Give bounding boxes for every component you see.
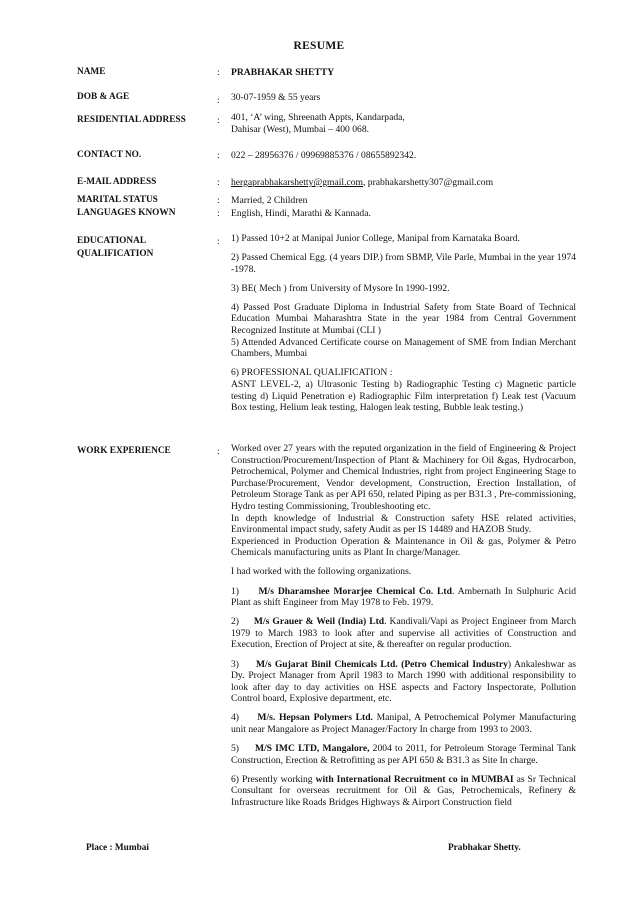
work-summary: Worked over 27 years with the reputed organization in the field of Engineering & Project Construction/Procurement/Inspection of Plant & Machinery for Oil &gas, Hydrocarbon, Petrochemical, Polymer and Chemical Industries, right from project Engineering Stage to Purchase/Procurement, Vendor development, Construction, Erection Installation, of Petroleum Storage Tank as per API 650, related Piping as per B31.3 , Pre-commissioning, Hydro testing Commissioning, Troubleshooting etc. [231,443,576,512]
org-description: . Kandivali/Vapi as Project Engineer from March 1979 to March 1983 to look after and supervise all activities of Construction and Execution, Erection of Project at site, & thereafter on regular production. [231,616,576,651]
colon: : [217,150,220,161]
colon: : [217,236,220,247]
org-description: . Ambernath In Sulphuric Acid Plant as shift Engineer from May 1978 to Feb. 1979. [231,585,577,609]
education-item-1: 1) Passed 10+2 at Manipal Junior College, Manipal from Karnataka Board. [231,233,520,244]
email-link[interactable]: hergaprabhakarshetty@gmail.com [231,177,363,188]
education-item-6-heading: 6) PROFESSIONAL QUALIFICATION : [231,367,393,379]
colon: : [217,115,220,126]
contact-value: 022 – 28956376 / 09969885376 / 08655892342. [231,150,417,161]
org-name: M/s. Hepsan Polymers Ltd. [257,712,373,724]
org-number: 5) [231,743,239,755]
org-description: as Sr Technical Consultant for overseas recruitment for Oil & Gas, Petrochemicals, Refinery & Infrastructure like Roads Bridges Highways & Airport Construction field [231,773,576,808]
email-label: E-MAIL ADDRESS [77,177,157,187]
work-summary-3: Experienced in Production Operation & Maintenance in Oil & gas, Polymer & Petro Chemicals manufacturing units as Plant In charge/Manager. [231,535,576,559]
address-value [231,112,576,135]
education-item-5: 5) Attended Advanced Certificate course on Management of SME from Indian Merchant Chambers, Mumbai [231,336,576,360]
education-item-4: 4) Passed Post Graduate Diploma in Industrial Safety from State Board of Technical Education Mumbai Maharashtra State in the year 1984 from Central Government Recognized Institute at Mumbai (CLI ) [231,301,576,337]
org-item-6 [231,774,576,809]
org-name: M/s Dharamshee Morarjee Chemical Co. Ltd [258,585,452,597]
org-name: M/s Grauer & Weil (India) Ltd [253,616,385,628]
footer-signature: Prabhakar Shetty. [448,843,521,853]
email-value [231,177,576,189]
org-name: with International Recruitment co in MUMBAI [315,773,514,785]
work-content [231,443,576,816]
education-list [231,233,576,421]
marital-label: MARITAL STATUS [77,195,158,205]
education-item-3: 3) BE( Mech ) from University of Mysore In 1990-1992. [231,282,450,294]
document-title: RESUME [293,40,345,52]
contact-label: CONTACT NO. [77,150,142,160]
work-label: WORK EXPERIENCE [77,446,171,456]
education-item-2: 2) Passed Chemical Egg. (4 years DIP.) from SBMP, Vile Parle, Mumbai in the year 1974 -1978. [231,252,576,275]
languages-label: LANGUAGES KNOWN [77,208,176,218]
address-label: RESIDENTIAL ADDRESS [77,115,186,125]
footer-place: Place : Mumbai [86,843,149,853]
email-secondary: , prabhakarshetty307@gmail.com [363,177,494,188]
education-label [77,235,153,261]
org-item-3 [231,659,576,705]
org-item-2 [231,616,576,651]
marital-value: Married, 2 Children [231,195,308,206]
education-label-line-2: QUALIFICATION [77,249,154,259]
org-number: 1) [231,585,239,597]
org-number: 4) [231,712,239,724]
dob-value: 30-07-1959 & 55 years [231,92,321,103]
work-summary-2: In depth knowledge of Industrial & Construction safety HSE related activities, Environmental impact study, safety Audit as per IS 14489 and HAZOB Study. [231,512,576,536]
colon: : [217,95,220,106]
education-label-line-1: EDUCATIONAL [77,236,147,246]
org-number: 3) [231,658,239,670]
colon: : [217,195,220,206]
org-number: 2) [231,616,239,628]
name-label: NAME [77,67,106,77]
colon: : [217,177,220,188]
education-item-6-body: ASNT LEVEL-2, a) Ultrasonic Testing b) Radiographic Testing c) Magnetic particle testing d) Liquid Penetration e) Radiographic Film interpretation f) Leak test (Vacuum Box testing, Helium leak testing, Halogen leak testing, Bubble leak testing.) [231,378,576,414]
colon: : [217,67,220,78]
org-item-5 [231,743,576,766]
org-number: 6) Presently working [231,773,316,785]
org-item-4 [231,712,576,735]
org-description: 2004 to 2011, for Petroleum Storage Terminal Tank Construction, Erection & Retrofitting as per API 650 & B31.3 as Site In charge. [231,743,576,766]
address-line-2: Dahisar (West), Mumbai – 400 068. [231,123,370,135]
org-name: M/s Gujarat Binil Chemicals Ltd. (Petro Chemical Industry [255,658,508,670]
work-intro: I had worked with the following organizations. [231,566,412,578]
org-description: ) Ankaleshwar as Dy. Project Manager from April 1983 to March 1990 with additional responsibility to look after day to day activities on HSE aspects and Factory Inspectorate, Pollution Control board, Explosive department, etc. [231,658,576,705]
colon: : [217,208,220,219]
colon: : [217,446,220,457]
languages-value: English, Hindi, Marathi & Kannada. [231,208,371,219]
org-item-1 [231,586,576,609]
name-value: PRABHAKAR SHETTY [231,67,335,78]
org-name: M/S IMC LTD, Mangalore, [254,743,370,755]
org-description: Manipal, A Petrochemical Polymer Manufacturing unit near Mangalore as Project Manager/Factory In charge from 1993 to 2003. [231,712,576,735]
dob-label: DOB & AGE [77,92,130,102]
address-line-1: 401, ‘A’ wing, Shreenath Appts, Kandarpada, [231,112,405,123]
